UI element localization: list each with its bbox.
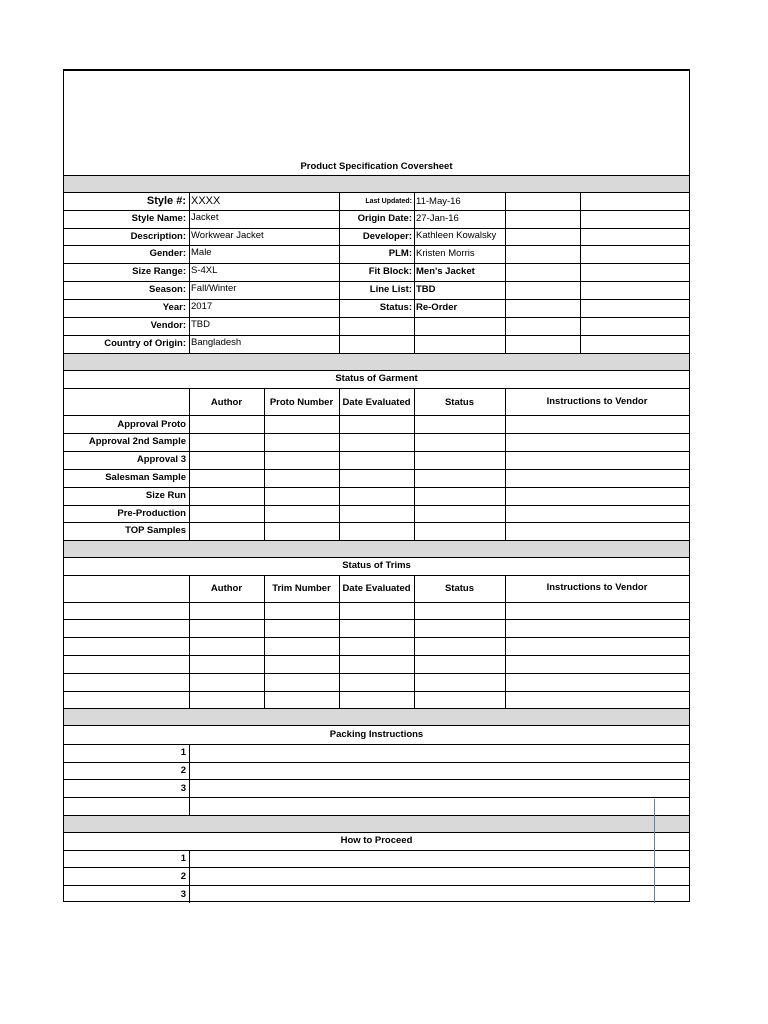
fit-block-label: Fit Block:	[368, 266, 412, 277]
packing-section-title: Packing Instructions	[329, 729, 424, 740]
proceed-section-title: How to Proceed	[340, 835, 413, 846]
year-value[interactable]: 2017	[191, 301, 213, 312]
trims-section-title: Status of Trims	[342, 560, 411, 571]
garment-section-title: Status of Garment	[335, 373, 418, 384]
style-label: Style #:	[146, 195, 186, 207]
section-band	[64, 353, 689, 370]
proceed-row-number: 3	[180, 889, 186, 900]
plm-value[interactable]: Kristen Morris	[416, 248, 475, 259]
status-label: Status:	[379, 302, 412, 313]
section-band	[64, 815, 689, 832]
last-updated-value[interactable]: 11-May-16	[416, 196, 461, 207]
packing-row-number: 3	[180, 783, 186, 794]
trims-header-trim-number: Trim Number	[272, 583, 331, 594]
country-value[interactable]: Bangladesh	[191, 337, 242, 348]
page-break-line	[654, 799, 655, 903]
vendor-value[interactable]: TBD	[191, 319, 210, 330]
style-value[interactable]: XXXX	[191, 195, 221, 207]
garment-header-instructions: Instructions to Vendor	[546, 396, 648, 407]
proceed-row-number: 2	[180, 871, 186, 882]
season-label: Season:	[149, 284, 186, 295]
plm-label: PLM:	[388, 248, 412, 259]
last-updated-label: Last Updated:	[365, 198, 412, 205]
trims-header-status: Status	[444, 583, 475, 594]
garment-header-proto-number: Proto Number	[269, 397, 334, 408]
description-label: Description:	[130, 231, 186, 242]
gender-label: Gender:	[149, 248, 186, 259]
proceed-row-number: 1	[180, 853, 186, 864]
garment-row-label: Approval 2nd Sample	[88, 436, 186, 447]
size-range-value[interactable]: S-4XL	[191, 265, 218, 276]
country-label: Country of Origin:	[104, 338, 186, 349]
trims-header-author: Author	[210, 583, 243, 594]
garment-header-date-evaluated: Date Evaluated	[342, 397, 411, 408]
packing-row-number: 2	[180, 765, 186, 776]
status-value[interactable]: Re-Order	[416, 302, 458, 313]
garment-header-status: Status	[444, 397, 475, 408]
origin-date-value[interactable]: 27-Jan-16	[416, 213, 459, 224]
section-band	[64, 708, 689, 725]
garment-row-label: TOP Samples	[125, 525, 186, 536]
fit-block-value[interactable]: Men's Jacket	[416, 266, 475, 277]
year-label: Year:	[162, 302, 186, 313]
line-list-value[interactable]: TBD	[416, 284, 436, 295]
garment-header-author: Author	[210, 397, 243, 408]
section-band	[64, 175, 689, 192]
line-list-label: Line List:	[369, 284, 412, 295]
description-value[interactable]: Workwear Jacket	[191, 230, 264, 241]
origin-date-label: Origin Date:	[357, 213, 412, 224]
size-range-label: Size Range:	[132, 266, 186, 277]
packing-row-number: 1	[180, 747, 186, 758]
section-band	[64, 540, 689, 557]
developer-value[interactable]: Kathleen Kowalsky	[416, 230, 497, 241]
sheet-title: Product Specification Coversheet	[300, 161, 453, 172]
season-value[interactable]: Fall/Winter	[191, 283, 237, 294]
vendor-label: Vendor:	[150, 320, 186, 331]
trims-header-date-evaluated: Date Evaluated	[342, 583, 411, 594]
garment-row-label: Pre-Production	[117, 508, 186, 519]
gender-value[interactable]: Male	[191, 247, 212, 258]
spec-sheet	[63, 69, 690, 902]
garment-row-label: Size Run	[145, 490, 186, 501]
garment-row-label: Approval 3	[136, 454, 186, 465]
garment-row-label: Salesman Sample	[105, 472, 186, 483]
style-name-value[interactable]: Jacket	[191, 212, 219, 223]
trims-header-instructions: Instructions to Vendor	[546, 582, 648, 593]
style-name-label: Style Name:	[131, 213, 186, 224]
developer-label: Developer:	[362, 231, 412, 242]
garment-row-label: Approval Proto	[117, 419, 186, 430]
